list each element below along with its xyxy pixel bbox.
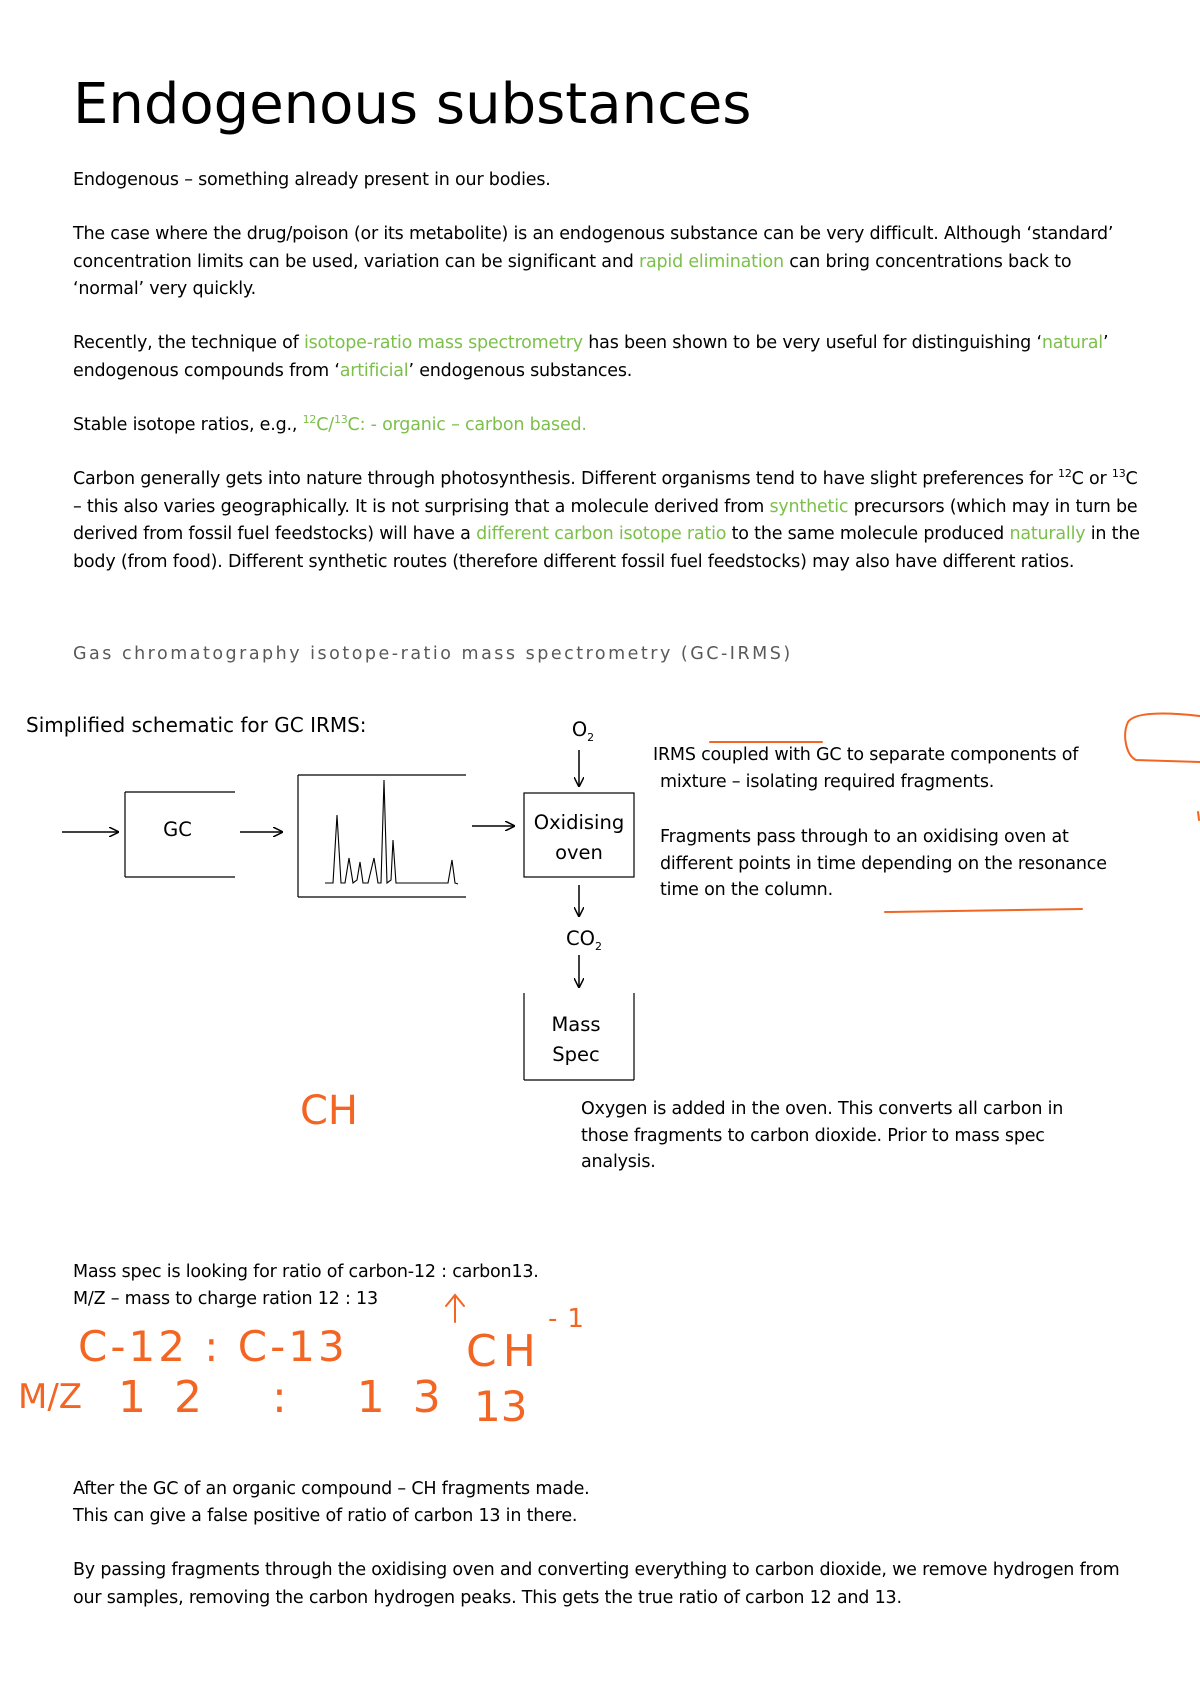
page-title: Endogenous substances	[73, 72, 752, 137]
ms-label-line: Mass	[551, 1013, 601, 1036]
handwritten-ratio: 12 : 13	[118, 1372, 469, 1423]
co2-text: CO	[566, 927, 595, 950]
text-span: can bring concentrations back to ‘normal’ very quickly.	[73, 251, 1072, 299]
highlight-naturally: naturally	[1009, 524, 1086, 544]
handwritten-c12-c13: C-12 : C-13	[78, 1322, 348, 1371]
text-span: precursors (which may in turn be derived from fossil fuel feedstocks) will have a	[73, 496, 1138, 544]
note-line: This can give a false positive of ratio of carbon 13 in there.	[73, 1505, 578, 1526]
highlight-irms: isotope-ratio mass spectrometry	[303, 333, 583, 353]
gc-label: GC	[163, 818, 192, 841]
highlight-different-ratio: different carbon isotope ratio	[476, 524, 727, 544]
schematic-title: Simplified schematic for GC IRMS:	[26, 713, 367, 737]
note-line: Mass spec is looking for ratio of carbon-12 : carbon13.	[73, 1262, 539, 1282]
highlight-synthetic: synthetic	[769, 496, 849, 517]
highlight-rapid-elimination: rapid elimination	[638, 251, 784, 272]
ink-underline-fragments	[885, 909, 1082, 912]
handwritten-ch-top: CH	[300, 1088, 359, 1134]
chromatogram-trace	[325, 780, 458, 884]
o2-subscript: 2	[587, 730, 595, 744]
text-span: Stable isotope ratios, e.g.,	[73, 415, 303, 435]
text-span: Recently, the technique of	[73, 333, 304, 353]
fragments-note: Fragments pass through to an oxidising oven at different points in time depending on the resonance time on the column.	[660, 827, 1107, 900]
handwritten-ch-right: CH	[466, 1326, 542, 1377]
text-span: ’ endogenous substances.	[408, 360, 633, 381]
highlight-artificial: artificial	[339, 360, 409, 381]
co2-label	[549, 927, 619, 953]
text-span: to the same molecule produced	[726, 524, 1010, 544]
handwritten-minus-one: -1	[548, 1304, 594, 1334]
superscript-12: 12	[302, 413, 317, 427]
mass-spec-label	[524, 1010, 628, 1070]
highlight-natural: natural	[1041, 333, 1103, 353]
text-span: C/	[316, 415, 334, 435]
oxygen-note: Oxygen is added in the oven. This converts all carbon in those fragments to carbon dioxide. Prior to mass spec analysis.	[581, 1099, 1064, 1172]
note-line: After the GC of an organic compound – CH fragments made.	[73, 1479, 590, 1499]
ms-label-line: Spec	[552, 1043, 600, 1066]
text-span: in the body (from food). Different synthetic routes (therefore different fossil fuel feedstocks) may also have different ratios.	[73, 524, 1140, 572]
final-paragraph: By passing fragments through the oxidising oven and converting everything to carbon dioxide, we remove hydrogen from our samples, removing the carbon hydrogen peaks. This gets the true ratio of carbon 12 and 13.	[73, 1560, 1120, 1608]
co2-subscript: 2	[594, 939, 602, 953]
after-gc-note	[73, 1476, 973, 1529]
oxidising-oven-label	[524, 808, 634, 868]
text-span: ’ endogenous compounds from ‘	[73, 333, 1109, 381]
o2-label	[558, 718, 608, 744]
text-span: has been shown to be very useful for distinguishing ‘	[582, 333, 1042, 353]
superscript-13: 13	[1111, 467, 1126, 481]
text-span: The case where the drug/poison (or its metabolite) is an endogenous substance can be very difficult. Although ‘standard’ concentration limits can be used, variation can be significant and	[73, 224, 1114, 272]
text-span: C – this also varies geographically. It is not surprising that a molecule derived from	[73, 469, 1138, 517]
handwritten-thirteen: 13	[474, 1382, 528, 1431]
text-span: Carbon generally gets into nature through photosynthesis. Different organisms tend to have slight preferences for	[73, 469, 1059, 489]
section-heading: Gas chromatography isotope-ratio mass spectrometry (GC-IRMS)	[73, 644, 793, 664]
handwritten-mz: M/Z	[18, 1377, 83, 1417]
oven-label-line: Oxidising	[533, 811, 625, 834]
ink-tick-right	[1198, 812, 1199, 820]
superscript-13: 13	[333, 413, 348, 427]
text-span: C: - organic – carbon based.	[347, 415, 587, 435]
irms-note: IRMS coupled with GC to separate components of mixture – isolating required fragments.	[653, 745, 1079, 792]
mass-spec-ratio-note	[73, 1259, 773, 1312]
oven-label-line: oven	[555, 841, 603, 864]
text-span: C or	[1071, 469, 1112, 489]
definition-paragraph: Endogenous – something already present in our bodies.	[73, 170, 551, 190]
superscript-12: 12	[1058, 467, 1072, 481]
note-line: M/Z – mass to charge ration 12 : 13	[73, 1288, 378, 1309]
o2-text: O	[571, 718, 588, 741]
